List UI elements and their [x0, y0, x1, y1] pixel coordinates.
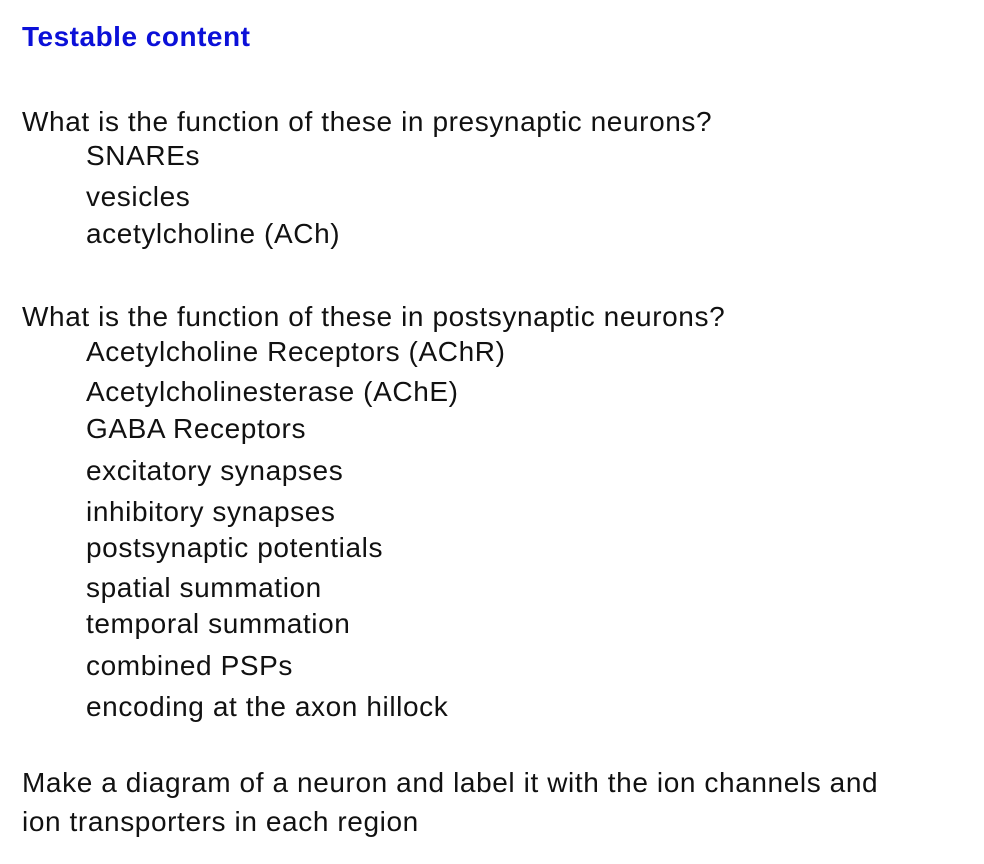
postsynaptic-item-combined-psps: combined PSPs	[86, 650, 294, 681]
postsynaptic-item-psps: postsynaptic potentials	[86, 532, 384, 563]
postsynaptic-item-gaba-receptors: GABA Receptors	[86, 413, 307, 444]
presynaptic-item-vesicles: vesicles	[86, 181, 191, 212]
page-heading: Testable content	[22, 21, 251, 52]
diagram-task-line-2: ion transporters in each region	[22, 806, 419, 837]
presynaptic-item-acetylcholine: acetylcholine (ACh)	[86, 218, 341, 249]
postsynaptic-item-achr: Acetylcholine Receptors (AChR)	[86, 336, 506, 367]
postsynaptic-item-ache: Acetylcholinesterase (AChE)	[86, 376, 459, 407]
postsynaptic-item-inhibitory: inhibitory synapses	[86, 496, 336, 527]
postsynaptic-item-spatial-summation: spatial summation	[86, 572, 322, 603]
presynaptic-question: What is the function of these in presynaptic neurons?	[22, 106, 713, 137]
diagram-task-line-1: Make a diagram of a neuron and label it with the ion channels and	[22, 767, 879, 798]
presynaptic-item-snares: SNAREs	[86, 140, 201, 171]
postsynaptic-item-axon-hillock: encoding at the axon hillock	[86, 691, 449, 722]
postsynaptic-item-temporal-summation: temporal summation	[86, 608, 351, 639]
postsynaptic-question: What is the function of these in postsynaptic neurons?	[22, 301, 726, 332]
postsynaptic-item-excitatory: excitatory synapses	[86, 455, 344, 486]
